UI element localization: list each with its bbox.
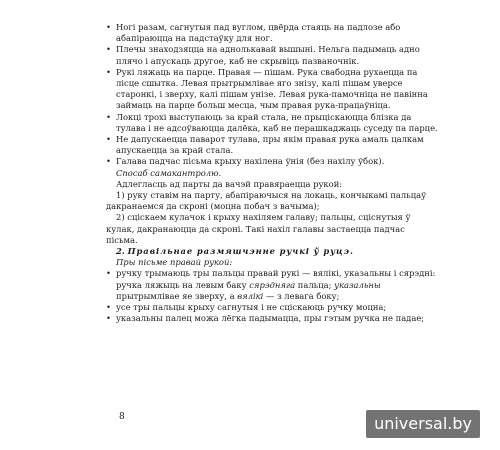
paragraph: Адлегласць ад парты да вачэй правяраецца рукой:	[116, 178, 343, 189]
list-item-text: Локці трохі выступаюць за край стала, не прыціскаюцца блізка да тулава і не адсоўваюцца далёка, каб не перашкаджаць суседу па парце.	[116, 111, 438, 133]
list-item-text: указальны палец можа лёгка падымацца, пры гэтым ручка не падае;	[116, 313, 425, 324]
list-item-text: Галава падчас пісьма крыху нахілена ўнія (без нахілу ўбок).	[116, 156, 385, 167]
list-item-text	[116, 268, 435, 300]
text-run: пальца;	[295, 279, 335, 290]
list-item	[106, 22, 438, 44]
list-item	[106, 156, 438, 167]
list-item	[106, 313, 438, 324]
bullet-mark: •	[106, 66, 111, 77]
text-run-italic: сярэдняга	[249, 279, 296, 290]
list-item-text: Плечы знаходзяцца на аднолькавай вышыні. Нельга падымаць адно плячо і апускаць другое, каб не скрывіць пазваночнік.	[116, 44, 420, 66]
self-check-title: Спосаб самакантролю.	[116, 167, 222, 178]
list-item-text: Не дапускаецца паварот тулава, пры якім правая рука амаль цалкам апускаецца за край стала.	[116, 134, 424, 156]
bullet-mark: •	[106, 268, 111, 279]
text-run-italic: указальны	[334, 279, 381, 290]
section-number: 2.	[116, 246, 125, 257]
page-body	[106, 22, 438, 324]
bullet-mark: •	[106, 22, 111, 32]
list-item	[106, 112, 438, 134]
section-heading	[106, 246, 438, 257]
paragraph: 1) руку ставім на парту, абапіраючыся на локаць, кончыкамі пальцаў дакранаемся да скроні (моцна побач з вачыма);	[106, 190, 427, 212]
list-item	[106, 67, 438, 112]
bullet-mark: •	[106, 313, 111, 324]
list-item-text: Ногі разам, сагнутыя пад вуглом, цвёрда стаяць на падлозе або абапіраюцца на падстаўку для ног.	[116, 22, 401, 44]
list-item	[106, 268, 438, 302]
list-item	[106, 44, 438, 66]
text-run-italic: вялікі	[237, 290, 264, 301]
bullet-mark: •	[106, 134, 111, 145]
list-item-text: усе тры пальцы крыху сагнутыя і не сціскаюць ручку моцна;	[116, 302, 387, 313]
list-item-text: Рукі ляжаць на парце. Правая — пішам. Рука свабодна рухаецца па лісце сшытка. Левая прытрымлівае яго знізу, калі пішам уверсе старонкі, і зверху, калі пішам унізе. Левая рука-памочніца не павінна займаць на парце больш месца, чым правая рука-працаўніца.	[116, 66, 428, 111]
page-number: 8	[119, 412, 125, 422]
bullet-mark: •	[106, 44, 111, 55]
section-title: Правільнае размяшчэнне ручкі ў руцэ.	[127, 246, 354, 257]
list-item	[106, 302, 438, 313]
list-item	[106, 134, 438, 156]
text-run: ручку трымаюць тры пальцы правай рукі — вялікі, указальны і сярэдні: ручка ляжыць на левым баку	[116, 268, 436, 290]
bullet-mark: •	[106, 302, 111, 313]
paragraph: 2) сціскаем кулачок і крыху нахіляем галаву; пальцы, сціснутыя ў кулак, дакранаюцца да скроні. Такі нахіл галавы застаецца падчас пісьма.	[106, 212, 411, 245]
text-run: — з левага боку;	[263, 290, 340, 301]
paragraph: Пры пісьме правай рукой:	[116, 257, 233, 268]
bullet-mark: •	[106, 111, 111, 122]
watermark: universal.by	[366, 410, 480, 438]
text-run: прытрымлівае яе зверху, а	[116, 290, 238, 301]
bullet-mark: •	[106, 156, 111, 167]
